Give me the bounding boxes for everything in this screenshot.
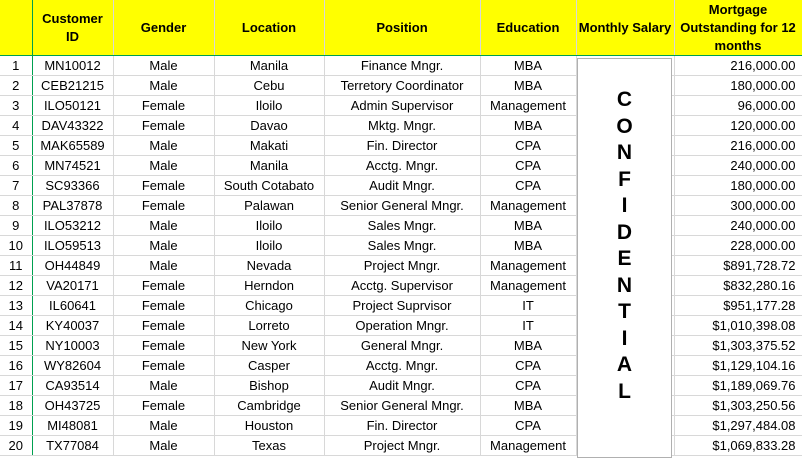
- location-cell[interactable]: Herndon: [214, 276, 324, 296]
- table-row: [0, 196, 802, 216]
- location-cell[interactable]: Cambridge: [214, 396, 324, 416]
- customer-id-cell[interactable]: OH44849: [32, 256, 113, 276]
- position-cell[interactable]: Operation Mngr.: [324, 316, 480, 336]
- confidential-overlay: [577, 58, 672, 458]
- education-cell[interactable]: MBA: [480, 396, 576, 416]
- customer-id-cell[interactable]: CA93514: [32, 376, 113, 396]
- row-number-cell[interactable]: 20: [0, 436, 32, 456]
- location-cell[interactable]: Iloilo: [214, 216, 324, 236]
- row-number-cell[interactable]: 14: [0, 316, 32, 336]
- mortgage-cell[interactable]: 240,000.00: [674, 156, 802, 176]
- row-number-cell[interactable]: 15: [0, 336, 32, 356]
- mortgage-cell[interactable]: $891,728.72: [674, 256, 802, 276]
- location-cell[interactable]: Manila: [214, 56, 324, 76]
- table-row: [0, 236, 802, 256]
- gender-cell[interactable]: Male: [113, 156, 214, 176]
- confidential-letter: C: [616, 88, 633, 111]
- table-row: [0, 356, 802, 376]
- gender-cell[interactable]: Female: [113, 316, 214, 336]
- gender-cell[interactable]: Male: [113, 136, 214, 156]
- location-cell[interactable]: Davao: [214, 116, 324, 136]
- location-cell[interactable]: Lorreto: [214, 316, 324, 336]
- position-cell[interactable]: Project Mngr.: [324, 436, 480, 456]
- row-number-cell[interactable]: 4: [0, 116, 32, 136]
- row-number-cell[interactable]: 11: [0, 256, 32, 276]
- position-cell[interactable]: Acctg. Mngr.: [324, 156, 480, 176]
- mortgage-cell[interactable]: $1,129,104.16: [674, 356, 802, 376]
- mortgage-cell[interactable]: 216,000.00: [674, 56, 802, 76]
- mortgage-cell[interactable]: $1,189,069.76: [674, 376, 802, 396]
- location-cell[interactable]: Bishop: [214, 376, 324, 396]
- customer-id-cell[interactable]: SC93366: [32, 176, 113, 196]
- confidential-letter: N: [616, 141, 633, 164]
- mortgage-cell[interactable]: $1,303,375.52: [674, 336, 802, 356]
- header-monthly-salary[interactable]: Monthly Salary: [576, 0, 674, 56]
- gender-cell[interactable]: Female: [113, 196, 214, 216]
- education-cell[interactable]: Management: [480, 276, 576, 296]
- location-cell[interactable]: Iloilo: [214, 236, 324, 256]
- mortgage-cell[interactable]: 300,000.00: [674, 196, 802, 216]
- header-location[interactable]: Location: [214, 0, 324, 56]
- gender-cell[interactable]: Male: [113, 256, 214, 276]
- customer-id-cell[interactable]: MI48081: [32, 416, 113, 436]
- education-cell[interactable]: MBA: [480, 236, 576, 256]
- row-number-cell[interactable]: 3: [0, 96, 32, 116]
- gender-cell[interactable]: Female: [113, 176, 214, 196]
- mortgage-cell[interactable]: 240,000.00: [674, 216, 802, 236]
- location-cell[interactable]: Nevada: [214, 256, 324, 276]
- education-cell[interactable]: CPA: [480, 156, 576, 176]
- gender-cell[interactable]: Male: [113, 236, 214, 256]
- gender-cell[interactable]: Female: [113, 356, 214, 376]
- confidential-letter: O: [616, 114, 633, 138]
- position-cell[interactable]: Mktg. Mngr.: [324, 116, 480, 136]
- education-cell[interactable]: CPA: [480, 356, 576, 376]
- customer-id-cell[interactable]: NY10003: [32, 336, 113, 356]
- mortgage-cell[interactable]: $1,303,250.56: [674, 396, 802, 416]
- education-cell[interactable]: Management: [480, 436, 576, 456]
- location-cell[interactable]: Houston: [214, 416, 324, 436]
- row-number-cell[interactable]: 5: [0, 136, 32, 156]
- position-cell[interactable]: Terretory Coordinator: [324, 76, 480, 96]
- position-cell[interactable]: Finance Mngr.: [324, 56, 480, 76]
- header-position[interactable]: Position: [324, 0, 480, 56]
- row-number-cell[interactable]: 12: [0, 276, 32, 296]
- row-number-cell[interactable]: 2: [0, 76, 32, 96]
- row-number-cell[interactable]: 17: [0, 376, 32, 396]
- gender-cell[interactable]: Female: [113, 336, 214, 356]
- customer-id-cell[interactable]: MAK65589: [32, 136, 113, 156]
- customer-id-cell[interactable]: OH43725: [32, 396, 113, 416]
- education-cell[interactable]: MBA: [480, 216, 576, 236]
- gender-cell[interactable]: Female: [113, 296, 214, 316]
- position-cell[interactable]: Audit Mngr.: [324, 176, 480, 196]
- location-cell[interactable]: Casper: [214, 356, 324, 376]
- education-cell[interactable]: MBA: [480, 336, 576, 356]
- position-cell[interactable]: Senior General Mngr.: [324, 196, 480, 216]
- mortgage-cell[interactable]: 180,000.00: [674, 76, 802, 96]
- customer-id-cell[interactable]: MN74521: [32, 156, 113, 176]
- customer-id-cell[interactable]: ILO50121: [32, 96, 113, 116]
- customer-id-cell[interactable]: CEB21215: [32, 76, 113, 96]
- education-cell[interactable]: IT: [480, 316, 576, 336]
- row-number-cell[interactable]: 6: [0, 156, 32, 176]
- header-gender[interactable]: Gender: [113, 0, 214, 56]
- gender-cell[interactable]: Male: [113, 376, 214, 396]
- table-row: [0, 156, 802, 176]
- position-cell[interactable]: General Mngr.: [324, 336, 480, 356]
- education-cell[interactable]: CPA: [480, 376, 576, 396]
- confidential-letter: L: [618, 379, 631, 403]
- position-cell[interactable]: Acctg. Supervisor: [324, 276, 480, 296]
- row-number-cell[interactable]: 10: [0, 236, 32, 256]
- table-row: [0, 76, 802, 96]
- position-cell[interactable]: Fin. Director: [324, 136, 480, 156]
- position-cell[interactable]: Acctg. Mngr.: [324, 356, 480, 376]
- confidential-letter: N: [616, 273, 633, 297]
- position-cell[interactable]: Project Suprvisor: [324, 296, 480, 316]
- header-mortgage[interactable]: Mortgage Outstanding for 12 months: [674, 0, 802, 56]
- customer-id-cell[interactable]: IL60641: [32, 296, 113, 316]
- confidential-letter: I: [621, 194, 628, 217]
- mortgage-cell[interactable]: 120,000.00: [674, 116, 802, 136]
- education-cell[interactable]: Management: [480, 96, 576, 116]
- customer-id-cell[interactable]: TX77084: [32, 436, 113, 456]
- header-row: [0, 0, 802, 56]
- position-cell[interactable]: Sales Mngr.: [324, 236, 480, 256]
- education-cell[interactable]: Management: [480, 256, 576, 276]
- education-cell[interactable]: Management: [480, 196, 576, 216]
- gender-cell[interactable]: Male: [113, 56, 214, 76]
- location-cell[interactable]: Cebu: [214, 76, 324, 96]
- location-cell[interactable]: Palawan: [214, 196, 324, 216]
- confidential-letter: I: [621, 326, 628, 350]
- table-row: [0, 336, 802, 356]
- mortgage-cell[interactable]: 216,000.00: [674, 136, 802, 156]
- location-cell[interactable]: Chicago: [214, 296, 324, 316]
- table-row: [0, 276, 802, 296]
- table-row: [0, 416, 802, 436]
- gender-cell[interactable]: Male: [113, 436, 214, 456]
- table-row: [0, 216, 802, 236]
- gender-cell[interactable]: Female: [113, 96, 214, 116]
- gender-cell[interactable]: Male: [113, 416, 214, 436]
- row-number-cell[interactable]: 9: [0, 216, 32, 236]
- confidential-letter: T: [618, 300, 631, 323]
- customer-id-cell[interactable]: MN10012: [32, 56, 113, 76]
- table-row: [0, 436, 802, 456]
- location-cell[interactable]: South Cotabato: [214, 176, 324, 196]
- gender-cell[interactable]: Male: [113, 76, 214, 96]
- position-cell[interactable]: Fin. Director: [324, 416, 480, 436]
- header-row-number[interactable]: [0, 0, 32, 56]
- customer-id-cell[interactable]: KY40037: [32, 316, 113, 336]
- customer-id-cell[interactable]: ILO59513: [32, 236, 113, 256]
- table-row: [0, 256, 802, 276]
- header-education[interactable]: Education: [480, 0, 576, 56]
- mortgage-cell[interactable]: $951,177.28: [674, 296, 802, 316]
- confidential-letter: A: [616, 353, 633, 376]
- mortgage-cell[interactable]: 96,000.00: [674, 96, 802, 116]
- confidential-letter: F: [618, 167, 631, 191]
- location-cell[interactable]: Manila: [214, 156, 324, 176]
- row-number-cell[interactable]: 16: [0, 356, 32, 376]
- header-customer-id[interactable]: Customer ID: [32, 0, 113, 56]
- row-number-cell[interactable]: 7: [0, 176, 32, 196]
- row-number-cell[interactable]: 8: [0, 196, 32, 216]
- education-cell[interactable]: CPA: [480, 176, 576, 196]
- table-row: [0, 316, 802, 336]
- table-row: [0, 296, 802, 316]
- table-row: [0, 396, 802, 416]
- customer-id-cell[interactable]: ILO53212: [32, 216, 113, 236]
- mortgage-cell[interactable]: $832,280.16: [674, 276, 802, 296]
- education-cell[interactable]: MBA: [480, 76, 576, 96]
- table-row: [0, 116, 802, 136]
- confidential-letter: E: [617, 247, 632, 270]
- gender-cell[interactable]: Female: [113, 396, 214, 416]
- table-row: [0, 96, 802, 116]
- location-cell[interactable]: New York: [214, 336, 324, 356]
- position-cell[interactable]: Audit Mngr.: [324, 376, 480, 396]
- row-number-cell[interactable]: 1: [0, 56, 32, 76]
- table-row: [0, 136, 802, 156]
- location-cell[interactable]: Texas: [214, 436, 324, 456]
- customer-id-cell[interactable]: WY82604: [32, 356, 113, 376]
- location-cell[interactable]: Iloilo: [214, 96, 324, 116]
- table-row: [0, 376, 802, 396]
- table-row: [0, 176, 802, 196]
- gender-cell[interactable]: Male: [113, 216, 214, 236]
- row-number-cell[interactable]: 18: [0, 396, 32, 416]
- position-cell[interactable]: Senior General Mngr.: [324, 396, 480, 416]
- customer-id-cell[interactable]: PAL37878: [32, 196, 113, 216]
- location-cell[interactable]: Makati: [214, 136, 324, 156]
- gender-cell[interactable]: Female: [113, 276, 214, 296]
- row-number-cell[interactable]: 13: [0, 296, 32, 316]
- position-cell[interactable]: Sales Mngr.: [324, 216, 480, 236]
- education-cell[interactable]: MBA: [480, 116, 576, 136]
- customer-id-cell[interactable]: VA20171: [32, 276, 113, 296]
- mortgage-cell[interactable]: 180,000.00: [674, 176, 802, 196]
- mortgage-cell[interactable]: $1,297,484.08: [674, 416, 802, 436]
- education-cell[interactable]: CPA: [480, 416, 576, 436]
- position-cell[interactable]: Admin Supervisor: [324, 96, 480, 116]
- mortgage-cell[interactable]: $1,010,398.08: [674, 316, 802, 336]
- position-cell[interactable]: Project Mngr.: [324, 256, 480, 276]
- gender-cell[interactable]: Female: [113, 116, 214, 136]
- customer-id-cell[interactable]: DAV43322: [32, 116, 113, 136]
- mortgage-cell[interactable]: 228,000.00: [674, 236, 802, 256]
- education-cell[interactable]: MBA: [480, 56, 576, 76]
- education-cell[interactable]: CPA: [480, 136, 576, 156]
- confidential-letter: D: [616, 220, 633, 244]
- row-number-cell[interactable]: 19: [0, 416, 32, 436]
- education-cell[interactable]: IT: [480, 296, 576, 316]
- table-row: [0, 56, 802, 76]
- mortgage-cell[interactable]: $1,069,833.28: [674, 436, 802, 456]
